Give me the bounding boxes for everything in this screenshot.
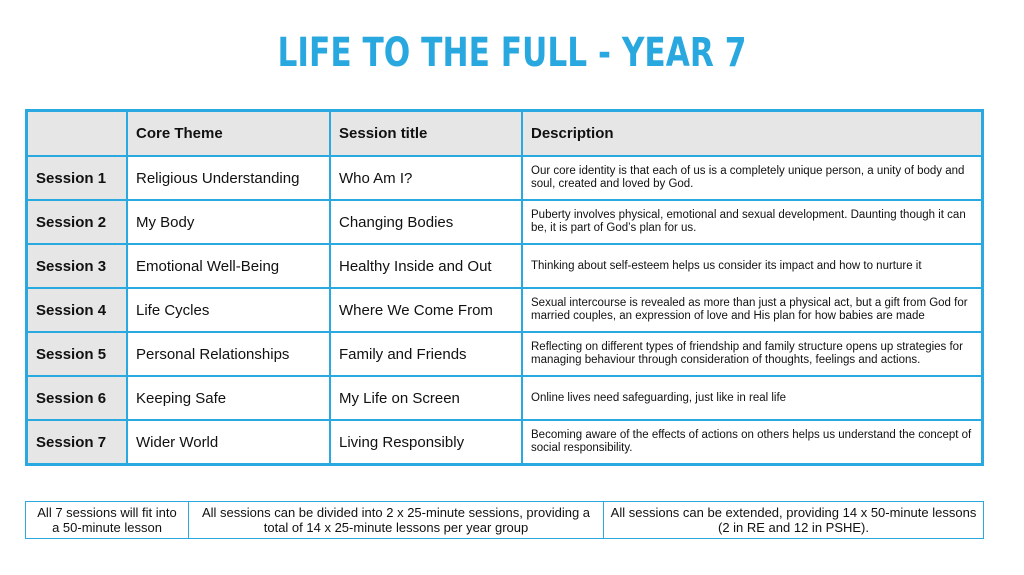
session-description: Puberty involves physical, emotional and sexual development. Daunting though it can be, it is part of God’s plan for us. (522, 200, 983, 244)
session-label: Session 1 (27, 156, 128, 200)
core-theme: Wider World (127, 420, 330, 465)
session-label: Session 4 (27, 288, 128, 332)
session-description: Becoming aware of the effects of actions on others helps us understand the concept of social responsibility. (522, 420, 983, 465)
session-title: Family and Friends (330, 332, 522, 376)
core-theme: Emotional Well-Being (127, 244, 330, 288)
session-title: Where We Come From (330, 288, 522, 332)
session-title: Healthy Inside and Out (330, 244, 522, 288)
session-label: Session 6 (27, 376, 128, 420)
table-row (27, 420, 983, 465)
session-title: Who Am I? (330, 156, 522, 200)
header-core-theme: Core Theme (127, 111, 330, 157)
session-label: Session 5 (27, 332, 128, 376)
table-row (27, 376, 983, 420)
session-label: Session 7 (27, 420, 128, 465)
core-theme: Personal Relationships (127, 332, 330, 376)
session-description: Our core identity is that each of us is a completely unique person, a unity of body and soul, created and loved by God. (522, 156, 983, 200)
session-title: My Life on Screen (330, 376, 522, 420)
table-row (27, 156, 983, 200)
sessions-table (25, 109, 984, 466)
session-description: Sexual intercourse is revealed as more than just a physical act, but a gift from God for married couples, an expression of love and His plan for how babies are made (522, 288, 983, 332)
page-title: LIFE TO THE FULL - YEAR 7 (277, 30, 747, 76)
table-header-row (27, 111, 983, 157)
session-description: Thinking about self-esteem helps us consider its impact and how to nurture it (522, 244, 983, 288)
core-theme: Religious Understanding (127, 156, 330, 200)
footer-notes (25, 501, 984, 539)
table-row (27, 244, 983, 288)
header-blank (27, 111, 128, 157)
table-row (27, 200, 983, 244)
core-theme: My Body (127, 200, 330, 244)
footer-note-3: All sessions can be extended, providing 14 x 50-minute lessons (2 in RE and 12 in PSHE). (604, 502, 984, 539)
session-label: Session 3 (27, 244, 128, 288)
footer-note-2: All sessions can be divided into 2 x 25-minute sessions, providing a total of 14 x 25-minute lessons per year group (189, 502, 604, 539)
session-title: Living Responsibly (330, 420, 522, 465)
header-session-title: Session title (330, 111, 522, 157)
session-title: Changing Bodies (330, 200, 522, 244)
table-row (27, 332, 983, 376)
header-description: Description (522, 111, 983, 157)
session-description: Online lives need safeguarding, just like in real life (522, 376, 983, 420)
footer-note-1: All 7 sessions will fit into a 50-minute lesson (26, 502, 189, 539)
session-label: Session 2 (27, 200, 128, 244)
table-row (27, 288, 983, 332)
core-theme: Keeping Safe (127, 376, 330, 420)
core-theme: Life Cycles (127, 288, 330, 332)
footer-row (26, 502, 984, 539)
session-description: Reflecting on different types of friendship and family structure opens up strategies for managing behaviour through consideration of thoughts, feelings and actions. (522, 332, 983, 376)
